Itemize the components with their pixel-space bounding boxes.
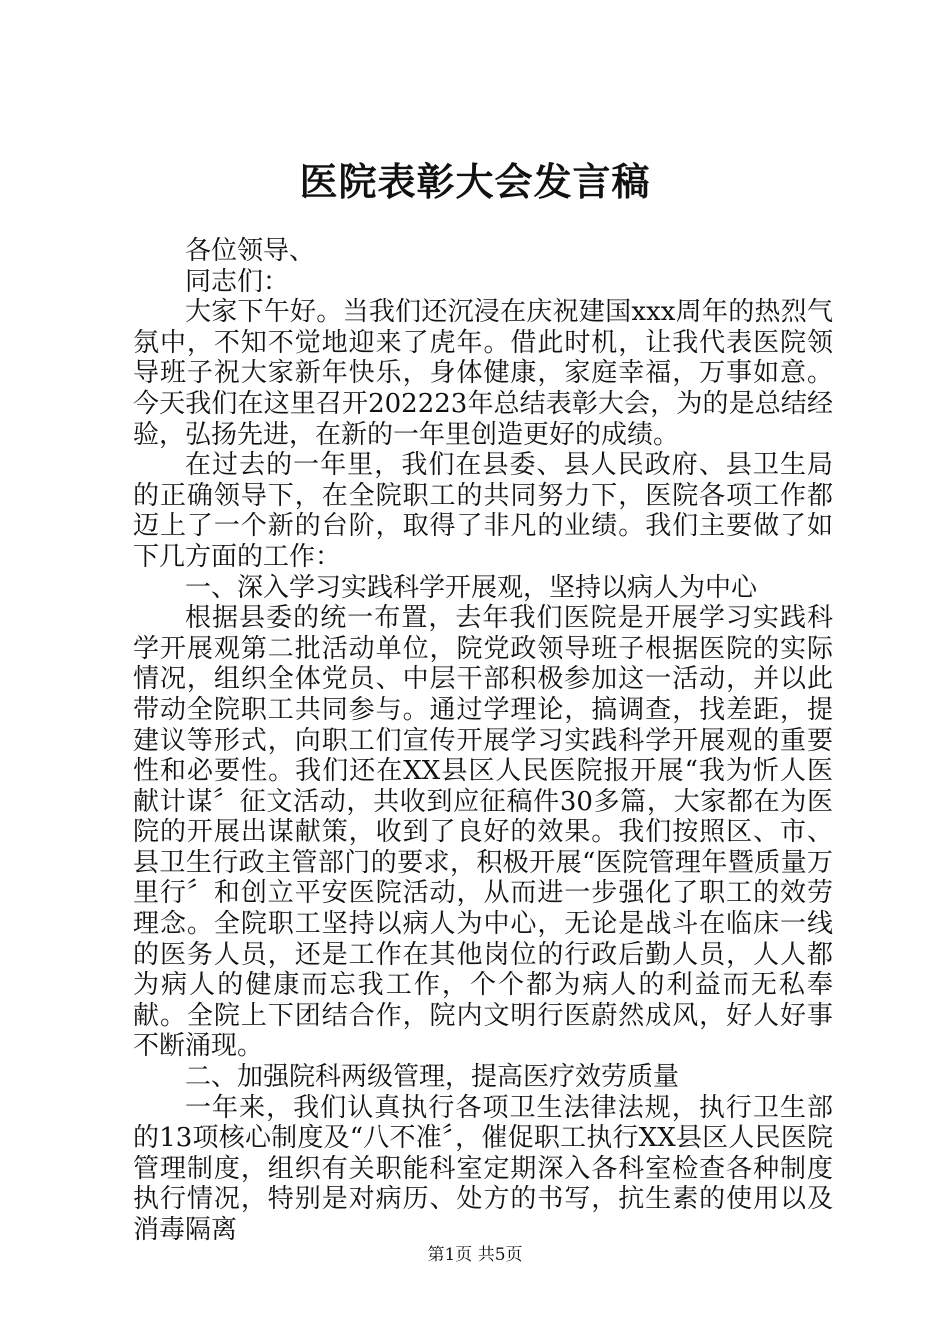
paragraph-overview: 在过去的一年里，我们在县委、县人民政府、县卫生局的正确领导下，在全院职工的共同努力下，医院各项工作都迈上了一个新的台阶，取得了非凡的业绩。我们主要做了如下几方面的工作： xyxy=(133,450,833,572)
section-heading-2: 二、加强院科两级管理，提高医疗效劳质量 xyxy=(185,1062,680,1093)
paragraph-section-1: 根据县委的统一布置，去年我们医院是开展学习实践科学开展观第二批活动单位，院党政领导班子根据医院的实际情况，组织全体党员、中层干部积极参加这一活动，并以此带动全院职工共同参与。通过学理论，搞调查，找差距，提建议等形式，向职工们宣传开展学习实践科学开展观的重要性和必要性。我们还在XX县区人民医院报开展“我为忻人医献计谋〞征文活动，共收到应征稿件30多篇，大家都在为医院的开展出谋献策，收到了良好的效果。我们按照区、市、县卫生行政主管部门的要求，积极开展“医院管理年暨质量万里行〞和创立平安医院活动，从而进一步强化了职工的效劳理念。全院职工坚持以病人为中心，无论是战斗在临床一线的医务人员，还是工作在其他岗位的行政后勤人员，人人都为病人的健康而忘我工作，个个都为病人的利益而无私奉献。全院上下团结合作，院内文明行医蔚然成风，好人好事不断涌现。 xyxy=(133,603,833,1062)
paragraph-greeting: 大家下午好。当我们还沉浸在庆祝建国xxx周年的热烈气氛中，不知不觉地迎来了虎年。借此时机，让我代表医院领导班子祝大家新年快乐，身体健康，家庭幸福，万事如意。今天我们在这里召开202223年总结表彰大会，为的是总结经验，弘扬先进，在新的一年里创造更好的成绩。 xyxy=(133,297,833,450)
salutation-leaders: 各位领导、 xyxy=(185,236,316,266)
paragraph-section-2: 一年来，我们认真执行各项卫生法律法规，执行卫生部的13项核心制度及“八不准〞，催促职工执行XX县区人民医院管理制度，组织有关职能科室定期深入各科室检查各种制度执行情况，特别是对病历、处方的书写，抗生素的使用以及消毒隔离 xyxy=(133,1092,833,1245)
document-body xyxy=(133,236,833,1246)
salutation-comrades: 同志们： xyxy=(185,266,290,297)
section-heading-1: 一、深入学习实践科学开展观，坚持以病人为中心 xyxy=(185,572,758,603)
document-title: 医院表彰大会发言稿 xyxy=(299,159,651,204)
page-footer: 第1页 共5页 xyxy=(427,1245,523,1265)
